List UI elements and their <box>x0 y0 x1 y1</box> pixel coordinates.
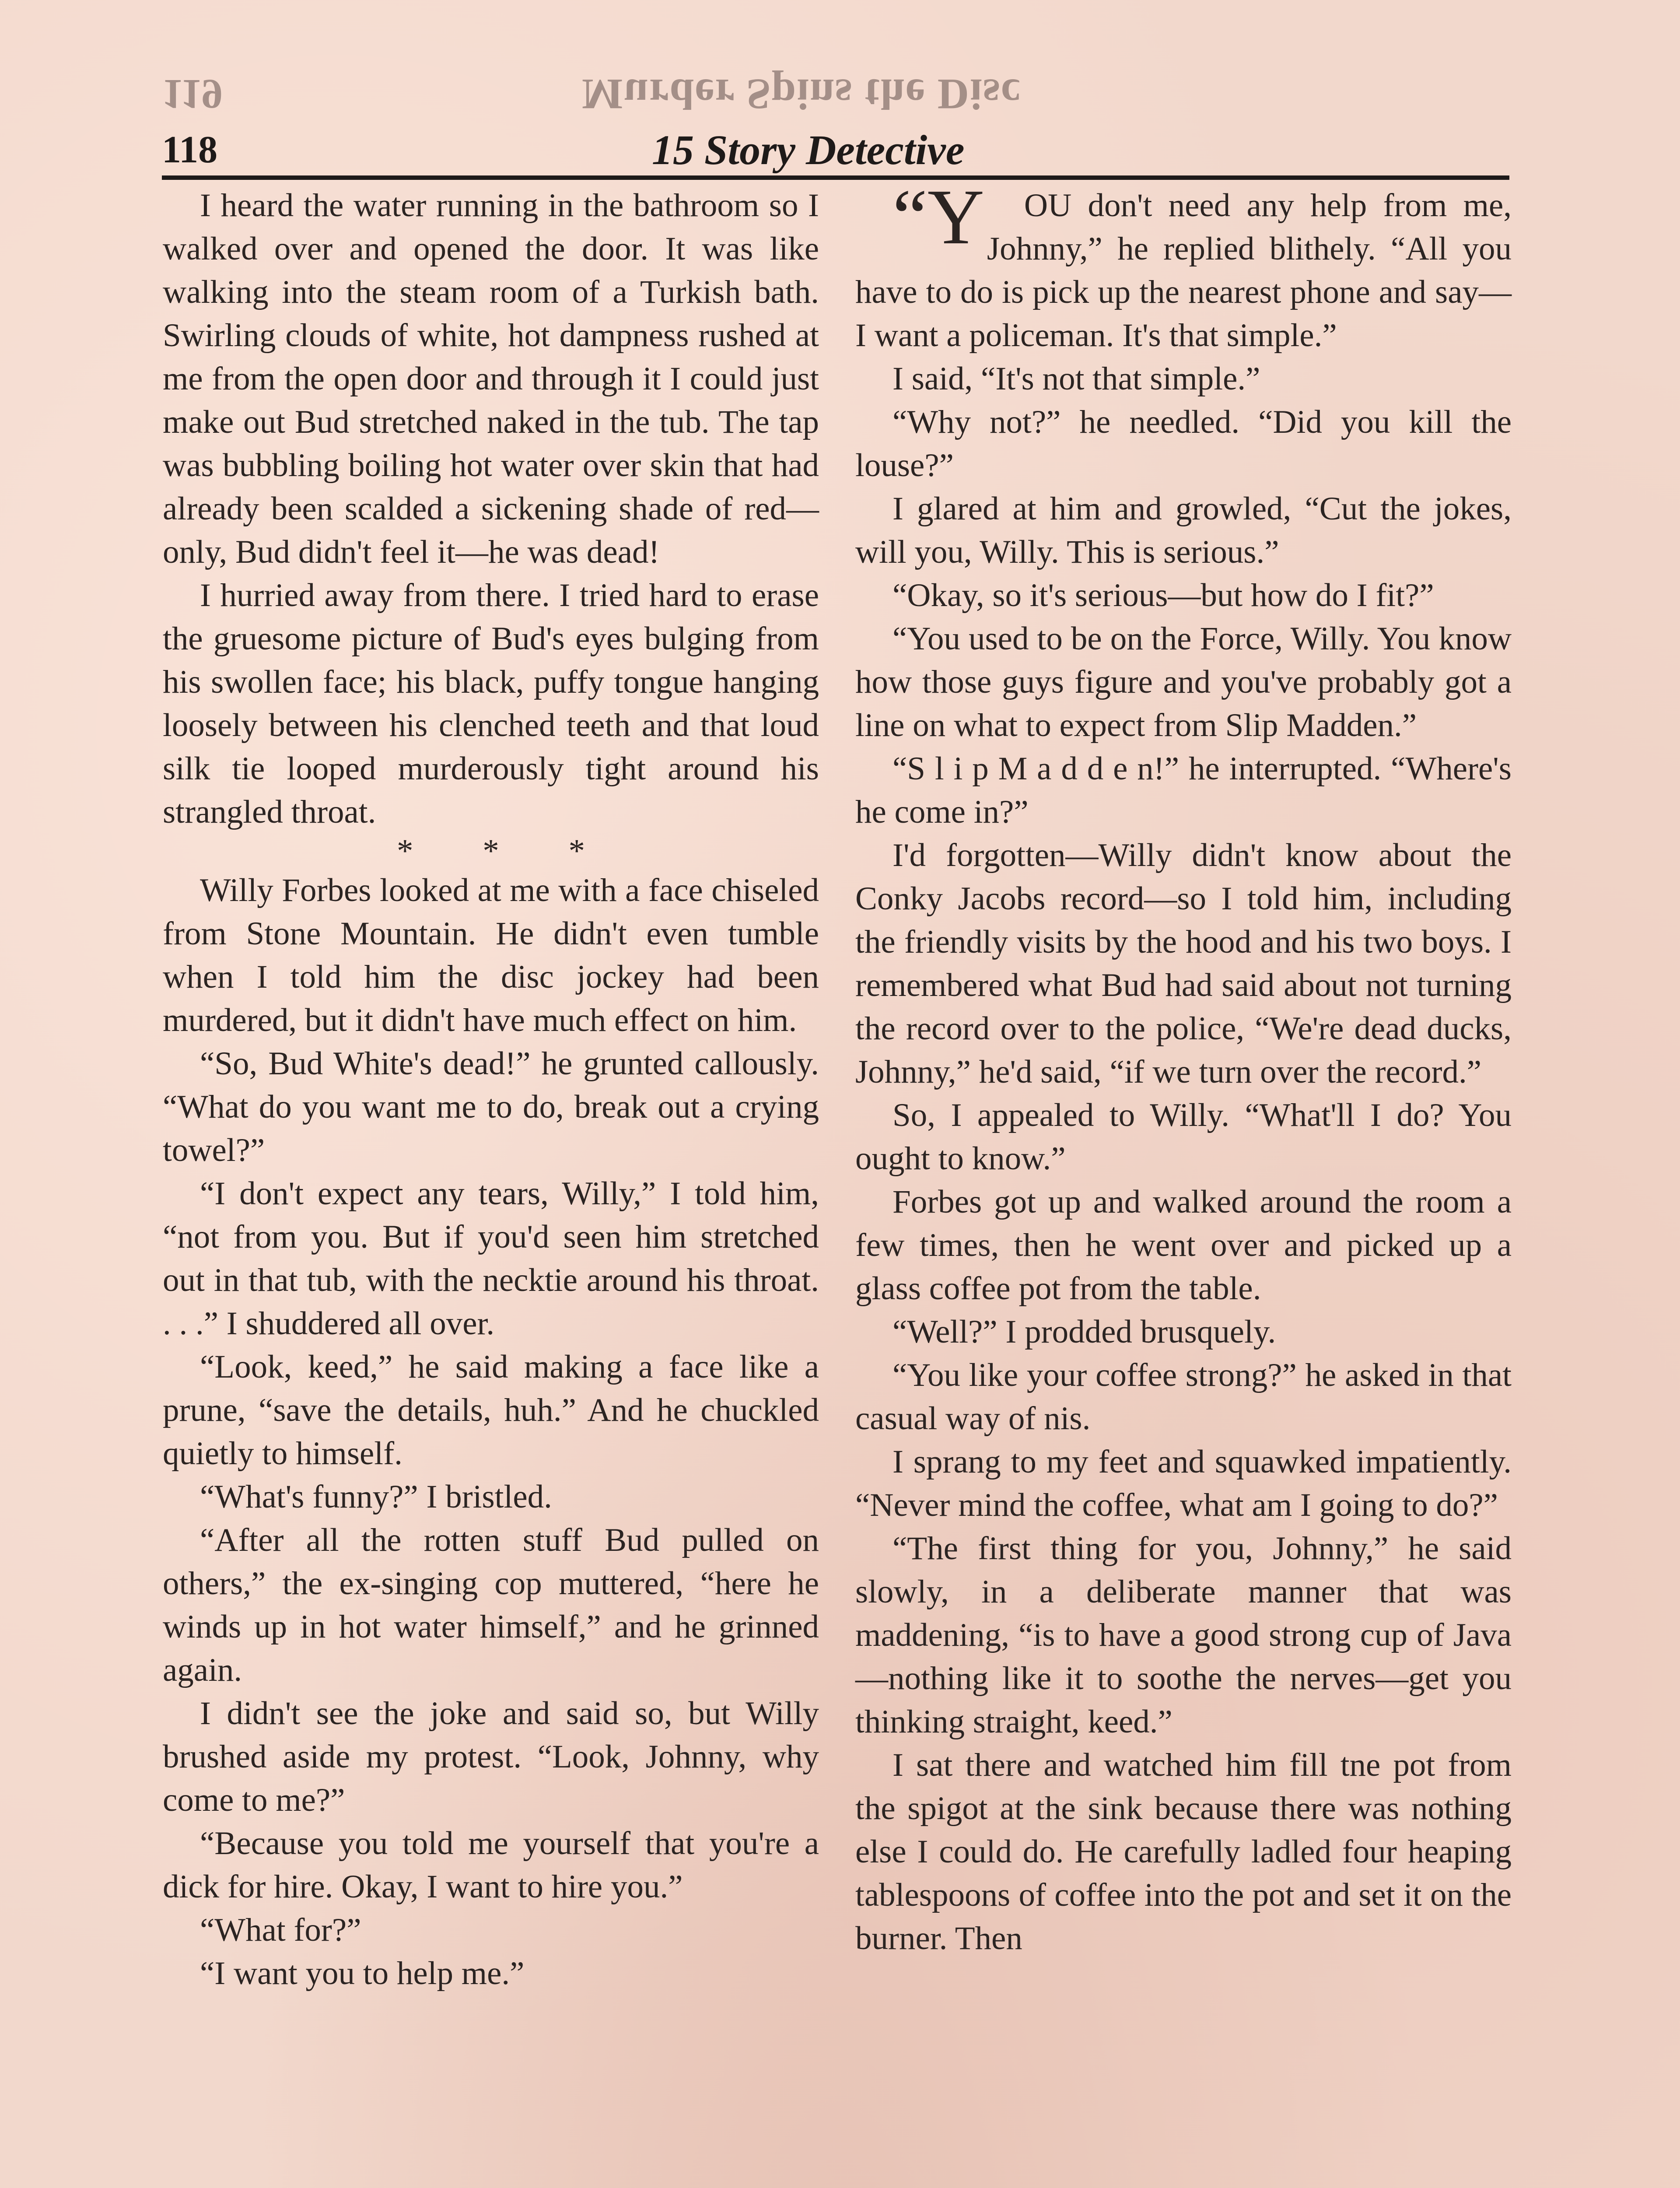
magazine-title: 15 Story Detective <box>652 126 965 173</box>
header-rule <box>162 175 1509 180</box>
paragraph: “S l i p M a d d e n!” he interrupted. “Where's he come in?” <box>855 750 1512 830</box>
paragraph: “So, Bud White's dead!” he grunted callously. “What do you want me to do, break out a crying towel?” <box>163 1045 819 1168</box>
paragraph: I didn't see the joke and said so, but Willy brushed aside my protest. “Look, Johnny, why come to me?” <box>163 1695 819 1818</box>
paragraph: I sat there and watched him fill tne pot from the spigot at the sink because there was nothing else I could do. He carefully ladled four heaping tablespoons of coffee into the pot and set it on the burner. Then <box>855 1747 1512 1957</box>
paragraph: “You like your coffee strong?” he asked in that casual way of nis. <box>855 1357 1512 1437</box>
paragraph: “What for?” <box>200 1912 361 1948</box>
paragraph: “Well?” I prodded brusquely. <box>892 1314 1276 1350</box>
paragraph: “Why not?” he needled. “Did you kill the louse?” <box>855 404 1512 484</box>
drop-cap <box>855 173 984 260</box>
right-column <box>855 173 1512 1960</box>
paragraph: Forbes got up and walked around the room a few times, then he went over and picked up a glass coffee pot from the table. <box>855 1184 1512 1307</box>
paragraph: “The first thing for you, Johnny,” he said slowly, in a deliberate manner that was maddening, “is to have a good strong cup of Java—nothing like it to soothe the nerves—get you thinking straight, keed.” <box>855 1530 1512 1740</box>
paragraph: I said, “It's not that simple.” <box>892 361 1260 397</box>
paragraph: “Look, keed,” he said making a face like a prune, “save the details, huh.” And he chuckled quietly to himself. <box>163 1349 819 1472</box>
opening-paragraph <box>855 173 1512 357</box>
paragraph: Willy Forbes looked at me with a face chiseled from Stone Mountain. He didn't even tumble when I told him the disc jockey had been murdered, but it didn't have much effect on him. <box>163 872 819 1038</box>
left-column <box>163 184 819 1995</box>
drop-cap-letter: Y <box>927 173 984 260</box>
paragraph: “Because you told me yourself that you're a dick for hire. Okay, I want to hire you.” <box>163 1825 819 1905</box>
drop-cap-quote: “ <box>892 173 928 260</box>
paragraph: “After all the rotten stuff Bud pulled on others,” the ex-singing cop muttered, “here he winds up in hot water himself,” and he grinned again. <box>163 1522 819 1688</box>
paragraph: I heard the water running in the bathroom so I walked over and opened the door. It was like walking into the steam room of a Turkish bath. Swirling clouds of white, hot dampness rushed at me from the open door and through it I could just make out Bud stretched naked in the tub. The tap was bubbling boiling hot water over skin that had already been scalded a sickening shade of red—only, Bud didn't feel it—he was dead! <box>163 187 819 570</box>
page-number: 118 <box>162 129 218 171</box>
paragraph: I sprang to my feet and squawked impatiently. “Never mind the coffee, what am I going to do?” <box>855 1444 1512 1523</box>
paragraph: “I don't expect any tears, Willy,” I told him, “not from you. But if you'd seen him stretched out in that tub, with the necktie around his throat. . . .” I shuddered all over. <box>163 1175 819 1342</box>
paragraph: I hurried away from there. I tried hard to erase the gruesome picture of Bud's eyes bulging from his swollen face; his black, puffy tongue hanging loosely between his clenched teeth and that loud silk tie looped murderously tight around his strangled throat. <box>163 577 819 830</box>
paragraph: “Okay, so it's serious—but how do I fit?” <box>892 577 1434 614</box>
opening-paragraph-text: OU don't need any help from me, Johnny,” he replied blithely. “All you have to do is pick up the nearest phone and say—I want a policeman. It's that simple.” <box>855 187 1512 354</box>
paragraph: “What's funny?” I bristled. <box>200 1479 552 1515</box>
paragraph: “You used to be on the Force, Willy. You know how those guys figure and you've probably got a line on what to expect from Slip Madden.” <box>855 621 1512 743</box>
bleed-through-title: Murder Spins the Disc <box>582 70 1022 119</box>
paragraph: I glared at him and growled, “Cut the jokes, will you, Willy. This is serious.” <box>855 491 1512 570</box>
paragraph: So, I appealed to Willy. “What'll I do? You ought to know.” <box>855 1097 1512 1177</box>
paragraph: “I want you to help me.” <box>200 1955 525 1992</box>
paragraph: I'd forgotten—Willy didn't know about the Conky Jacobs record—so I told him, including the friendly visits by the hood and his two boys. I remembered what Bud had said about not turning the record over to the police, “We're dead ducks, Johnny,” he'd said, “if we turn over the record.” <box>855 837 1512 1090</box>
section-break: * * * <box>397 833 616 869</box>
bleed-through-page-number: 119 <box>162 71 223 118</box>
running-head <box>162 117 1509 183</box>
